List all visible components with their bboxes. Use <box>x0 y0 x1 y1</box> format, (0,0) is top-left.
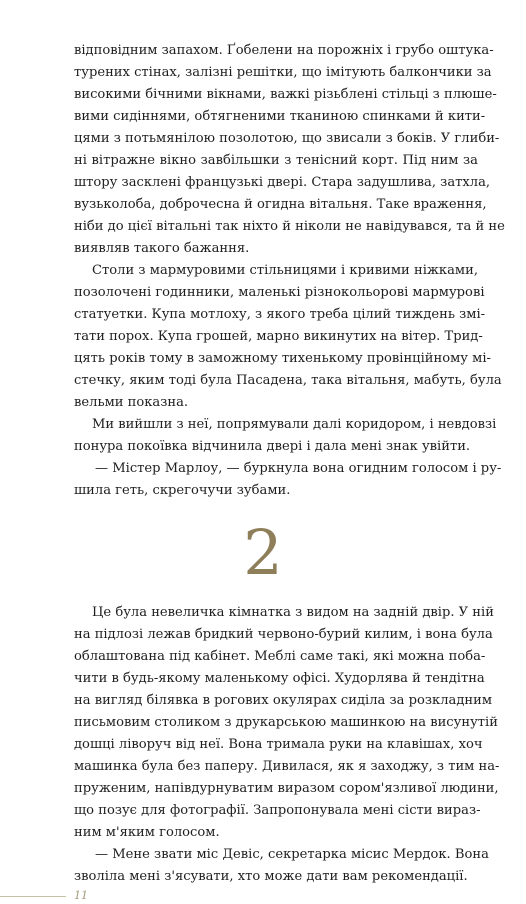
text-line: шила геть, скрегочучи зубами. <box>74 483 291 498</box>
dialogue-line: — Містер Марлоу, — буркнула вона огидним голосом і ру- <box>95 461 502 476</box>
text-line: Столи з мармуровими стільницями і кривими ніжками, <box>92 263 478 278</box>
text-line: на підлозі лежав бридкий червоно-бурий килим, і вона була <box>74 627 493 642</box>
text-line: письмовим столиком з друкарською машинкою на висунутій <box>74 715 498 730</box>
text-line: пруженим, напівдурнуватим виразом сором'язливої людини, <box>74 781 499 796</box>
text-line: облаштована під кабінет. Меблі саме такі, які можна поба- <box>74 649 486 664</box>
text-line: понура покоївка відчинила двері і дала мені знак увійти. <box>74 439 471 454</box>
text-line: машинка була без паперу. Дивилася, як я заходжу, з тим на- <box>74 759 500 774</box>
text-line: цями з потьмянілою позолотою, що звисали з боків. У глиби- <box>74 131 500 146</box>
text-line: відповідним запахом. Ґобелени на порожніх і грубо оштука- <box>74 43 494 58</box>
dialogue-line: — Мене звати міс Девіс, секретарка місис Мердок. Вона <box>95 847 489 862</box>
text-line: чити в будь-якому маленькому офісі. Худорлява й тендітна <box>74 671 485 686</box>
text-line: цять років тому в заможному тихенькому провінційному мі- <box>74 351 491 366</box>
text-line: позолочені годинники, маленькі різнокольорові мармурові <box>74 285 485 300</box>
text-line: статуетки. Купа мотлоху, з якого треба цілий тиждень змі- <box>74 307 486 322</box>
text-line: ні вітражне вікно завбільшки з тенісний корт. Під ним за <box>74 153 478 168</box>
text-line: виявляв такого бажання. <box>74 241 250 256</box>
text-line: штору засклені французькі двері. Стара задушлива, затхла, <box>74 175 491 190</box>
text-line: стечку, яким тоді була Пасадена, така вітальня, мабуть, була <box>74 373 502 388</box>
text-line: турених стінах, залізні решітки, що імітують балкончики за <box>74 65 492 80</box>
text-line: вельми показна. <box>74 395 189 410</box>
text-line: вими сидіннями, обтягненими тканиною спинками й кити- <box>74 109 486 124</box>
text-line: Ми вийшли з неї, попрямували далі коридором, і невдовзі <box>92 417 497 432</box>
text-line: ним м'яким голосом. <box>74 825 220 840</box>
text-line: дошці ліворуч від неї. Вона тримала руки на клавішах, хоч <box>74 737 483 752</box>
text-line: вузьколоба, доброчесна й огидна вітальня. Таке враження, <box>74 197 487 212</box>
chapter-number: 2 <box>243 516 283 589</box>
text-line: що позує для фотографії. Запропонувала мені сісти вираз- <box>74 803 481 818</box>
page-number: 11 <box>74 889 88 902</box>
text-line: ніби до цієї вітальні так ніхто й ніколи не навідувався, та й не <box>74 219 505 234</box>
text-line: зволіла мені з'ясувати, хто може дати вам рекомендації. <box>74 869 468 884</box>
text-line: високими бічними вікнами, важкі різьблені стільці з плюше- <box>74 87 497 102</box>
text-line: тати порох. Купа грошей, марно викинутих на вітер. Трид- <box>74 329 483 344</box>
footer-rule <box>0 896 66 897</box>
text-line: Це була невеличка кімнатка з видом на задній двір. У ній <box>92 605 494 620</box>
text-line: на вигляд білявка в рогових окулярах сиділа за розкладним <box>74 693 493 708</box>
